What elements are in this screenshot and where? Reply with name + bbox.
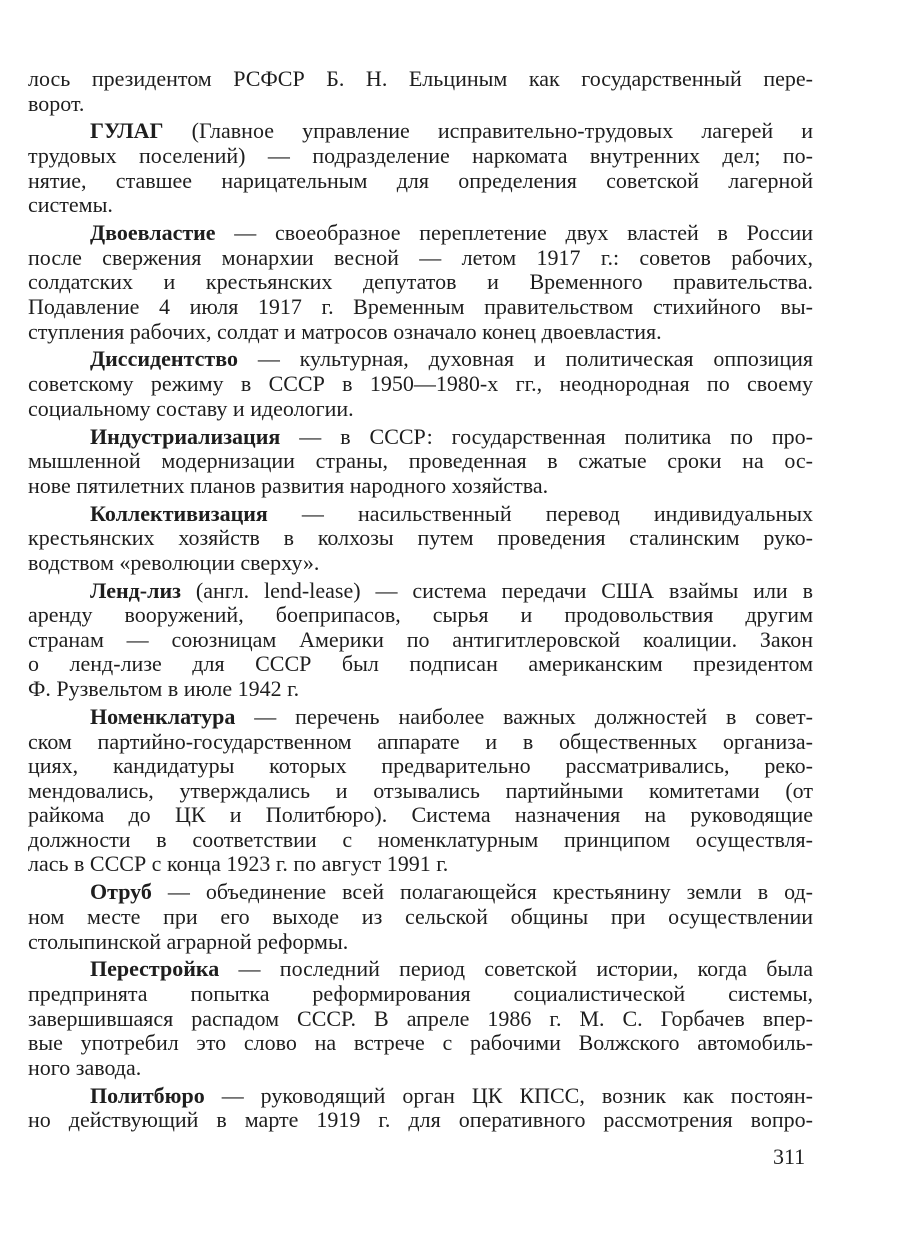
definition-text: столыпинской аграрной реформы.	[28, 928, 349, 954]
text-line	[28, 603, 813, 628]
text-line	[28, 502, 813, 527]
text-line	[28, 652, 813, 677]
text-line	[28, 551, 813, 576]
text-line	[28, 754, 813, 779]
glossary-term: Коллективизация	[90, 500, 268, 526]
definition-text: предпринята попытка реформирования социалистической системы,	[28, 981, 813, 1007]
text-line	[28, 828, 813, 853]
text-line	[28, 1084, 813, 1109]
glossary-entry	[28, 119, 813, 217]
text-line	[28, 372, 813, 397]
definition-text: — перечень наиболее важных должностей в совет-	[235, 703, 813, 729]
glossary-term: Отруб	[90, 879, 152, 905]
text-line	[28, 1007, 813, 1032]
text-line	[28, 221, 813, 246]
definition-text: — руководящий орган ЦК КПСС, возник как постоян-	[204, 1082, 813, 1108]
glossary-term: Перестройка	[90, 956, 220, 982]
definition-text: крестьянских хозяйств в колхозы путем проведения сталинским руко-	[28, 525, 813, 551]
text-line	[28, 397, 813, 422]
text-line	[28, 730, 813, 755]
text-line	[28, 425, 813, 450]
glossary-entry	[28, 425, 813, 499]
definition-text: должности в соответствии с номенклатурным принципом осуществля-	[28, 826, 813, 852]
definition-text: аренду вооружений, боеприпасов, сырья и продовольствия другим	[28, 602, 813, 628]
definition-text: нове пятилетних планов развития народного хозяйства.	[28, 472, 549, 498]
text-line	[28, 1108, 813, 1133]
definition-text: ного завода.	[28, 1054, 142, 1080]
definition-text: о ленд-лизе для СССР был подписан американским президентом	[28, 651, 813, 677]
glossary-term: Индустриализация	[90, 423, 281, 449]
page-number: 311	[773, 1144, 806, 1169]
glossary-page-body	[28, 67, 813, 1133]
glossary-entry	[28, 957, 813, 1080]
text-line	[28, 982, 813, 1007]
text-line	[28, 705, 813, 730]
definition-text: (англ. lend-lease) — система передачи США взаймы или в	[181, 577, 813, 603]
definition-text: — культурная, духовная и политическая оппозиция	[237, 346, 813, 372]
definition-text: — объединение всей полагающейся крестьянину земли в од-	[151, 879, 813, 905]
glossary-term: Номенклатура	[90, 703, 236, 729]
definition-text: ном месте при его выходе из сельской общины при осуществлении	[28, 903, 813, 929]
glossary-term: Двоевластие	[90, 220, 216, 246]
glossary-entry	[28, 1084, 813, 1133]
definition-text: мышленной модернизации страны, проведенная в сжатые сроки на ос-	[28, 448, 813, 474]
definition-text: ступления рабочих, солдат и матросов означало конец двоевластия.	[28, 318, 662, 344]
definition-text: Подавление 4 июля 1917 г. Временным правительством стихийного вы-	[28, 293, 813, 319]
definition-text: (Главное управление исправительно-трудовых лагерей и	[163, 118, 813, 144]
text-line	[28, 144, 813, 169]
text-line	[28, 930, 813, 955]
definition-text: — последний период советской истории, когда была	[219, 956, 813, 982]
definition-text: Ф. Рузвельтом в июле 1942 г.	[28, 676, 300, 702]
glossary-term: ГУЛАГ	[90, 118, 164, 144]
glossary-term: Диссидентство	[90, 346, 238, 372]
glossary-entry	[28, 347, 813, 421]
definition-text: трудовых поселений) — подразделение наркомата внутренних дел; по-	[28, 143, 813, 169]
text-line	[28, 526, 813, 551]
glossary-term: Политбюро	[90, 1082, 205, 1108]
definition-text: вые употребил это слово на встрече с рабочими Волжского автомобиль-	[28, 1030, 813, 1056]
glossary-entry	[28, 221, 813, 344]
text-line	[28, 852, 813, 877]
definition-text: нятие, ставшее нарицательным для определения советской лагерной	[28, 167, 813, 193]
glossary-entry	[28, 67, 813, 116]
text-line	[28, 677, 813, 702]
definition-text: — своеобразное переплетение двух властей в России	[215, 220, 813, 246]
definition-text: водством «революции сверху».	[28, 549, 320, 575]
text-line	[28, 295, 813, 320]
text-line	[28, 880, 813, 905]
definition-text: циях, кандидатуры которых предварительно рассматривались, реко-	[28, 753, 813, 779]
text-line	[28, 67, 813, 92]
glossary-entry	[28, 579, 813, 702]
text-line	[28, 119, 813, 144]
text-line	[28, 1031, 813, 1056]
definition-text: — насильственный перевод индивидуальных	[267, 500, 813, 526]
text-line	[28, 270, 813, 295]
definition-text: лось президентом РСФСР Б. Н. Ельциным как государственный пере-	[28, 66, 813, 91]
text-line	[28, 347, 813, 372]
definition-text: райкома до ЦК и Политбюро). Система назначения на руководящие	[28, 802, 813, 828]
text-line	[28, 169, 813, 194]
text-line	[28, 803, 813, 828]
text-line	[28, 474, 813, 499]
glossary-term: Ленд-лиз	[90, 577, 181, 603]
definition-text: завершившаяся распадом СССР. В апреле 1986 г. М. С. Горбачев впер-	[28, 1005, 813, 1031]
text-line	[28, 1056, 813, 1081]
definition-text: социальному составу и идеологии.	[28, 395, 354, 421]
text-line	[28, 92, 813, 117]
text-line	[28, 449, 813, 474]
text-line	[28, 246, 813, 271]
definition-text: но действующий в марте 1919 г. для оперативного рассмотрения вопро-	[28, 1107, 813, 1133]
text-line	[28, 779, 813, 804]
glossary-entry	[28, 705, 813, 877]
text-line	[28, 905, 813, 930]
definition-text: — в СССР: государственная политика по про-	[280, 423, 813, 449]
definition-text: ском партийно-государственном аппарате и в общественных организа-	[28, 728, 813, 754]
text-line	[28, 628, 813, 653]
definition-text: системы.	[28, 192, 113, 218]
definition-text: ворот.	[28, 90, 85, 116]
definition-text: солдатских и крестьянских депутатов и Временного правительства.	[28, 269, 813, 295]
definition-text: после свержения монархии весной — летом 1917 г.: советов рабочих,	[28, 244, 813, 270]
definition-text: советскому режиму в СССР в 1950—1980-х гг., неоднородная по своему	[28, 371, 813, 397]
text-line	[28, 320, 813, 345]
definition-text: лась в СССР с конца 1923 г. по август 1991 г.	[28, 851, 449, 877]
text-line	[28, 579, 813, 604]
text-line	[28, 957, 813, 982]
definition-text: мендовались, утверждались и отзывались партийными комитетами (от	[28, 777, 813, 803]
text-line	[28, 193, 813, 218]
glossary-entry	[28, 502, 813, 576]
glossary-entry	[28, 880, 813, 954]
definition-text: странам — союзницам Америки по антигитлеровской коалиции. Закон	[28, 626, 813, 652]
